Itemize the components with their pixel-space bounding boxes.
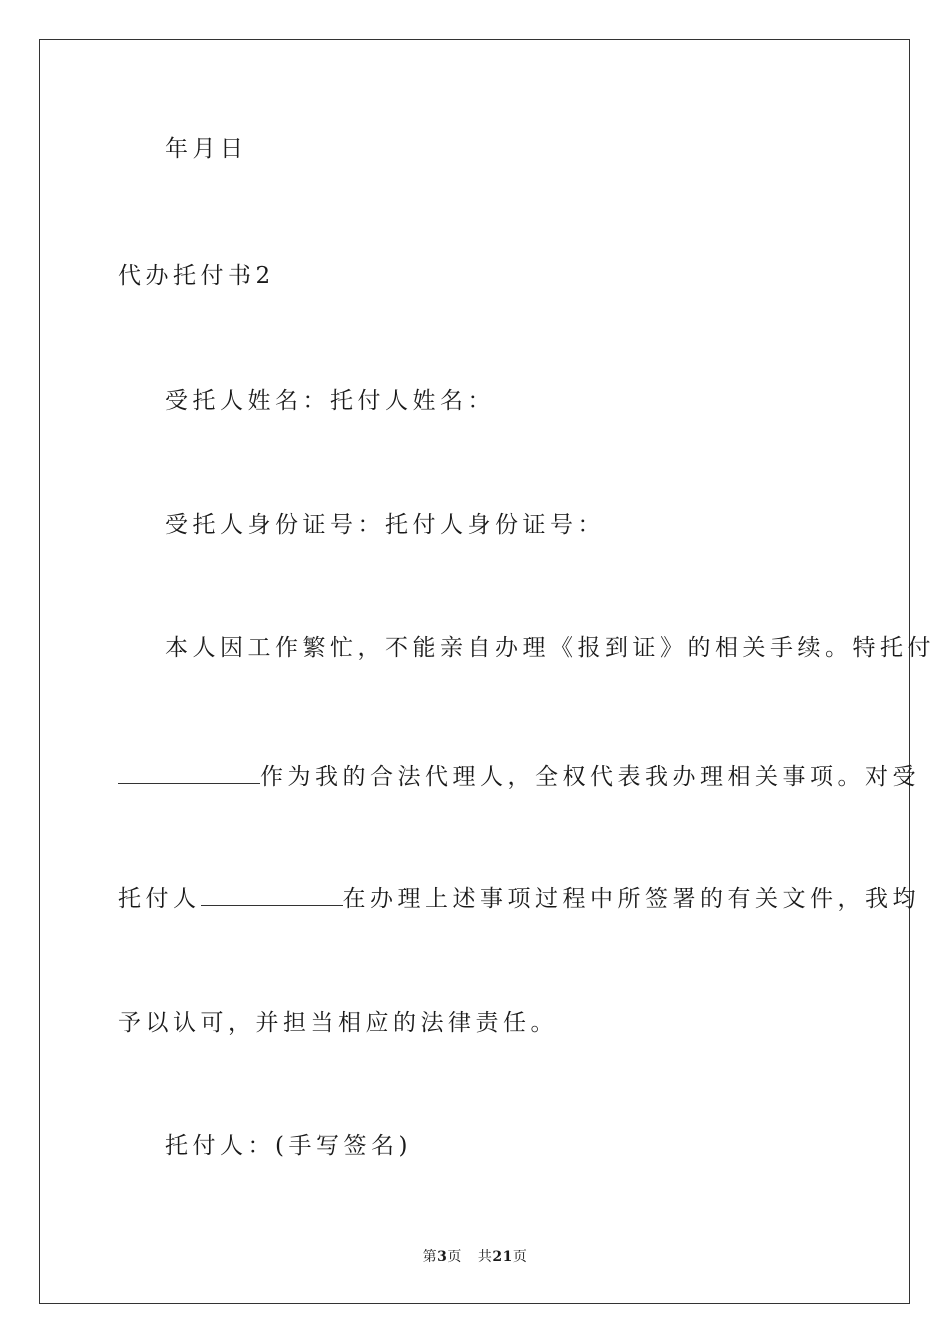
current-page-number: 3 xyxy=(437,1249,448,1265)
body-paragraph-line-4: 予以认可，并担当相应的法律责任。 xyxy=(118,1010,558,1036)
signature-line: 托付人：(手写签名) xyxy=(165,1133,412,1159)
page-suffix: 页 xyxy=(447,1249,462,1265)
trustee-name-blank[interactable] xyxy=(201,883,343,906)
page-prefix: 第 xyxy=(422,1249,438,1265)
name-fields-line: 受托人姓名：托付人姓名： xyxy=(165,388,495,414)
page-footer xyxy=(0,1246,950,1266)
body-paragraph-line-3 xyxy=(118,883,920,914)
total-page-count: 21 xyxy=(492,1249,513,1265)
body-paragraph-line-3-text: 在办理上述事项过程中所签署的有关文件，我均 xyxy=(342,886,920,912)
page-border xyxy=(39,39,910,1304)
agent-name-blank[interactable] xyxy=(118,761,260,784)
document-heading: 代办托付书2 xyxy=(118,263,275,289)
date-line: 年月日 xyxy=(165,136,248,162)
body-paragraph-line-2-text: 作为我的合法代理人，全权代表我办理相关事项。对受 xyxy=(260,764,920,790)
total-suffix: 页 xyxy=(512,1249,528,1265)
body-paragraph-line-1: 本人因工作繁忙，不能亲自办理《报到证》的相关手续。特托付 xyxy=(165,635,935,661)
body-paragraph-line-3-start: 托付人 xyxy=(118,886,201,912)
id-fields-line: 受托人身份证号：托付人身份证号： xyxy=(165,512,605,538)
total-prefix: 共 xyxy=(477,1249,493,1265)
body-paragraph-line-2 xyxy=(118,761,920,792)
